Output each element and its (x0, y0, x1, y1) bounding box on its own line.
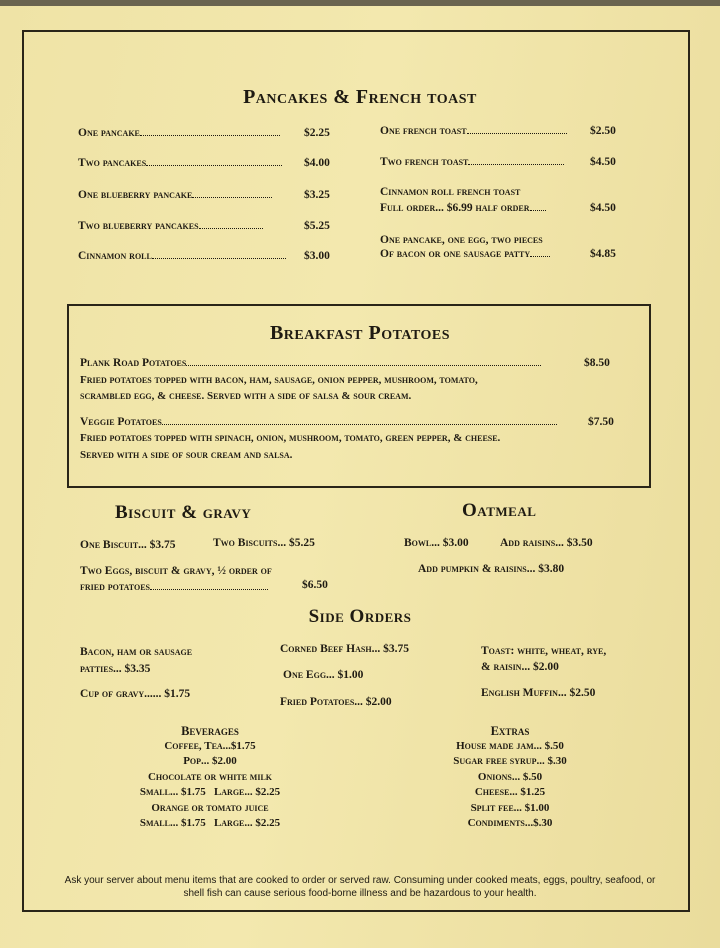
menu-price: $4.50 (590, 156, 616, 168)
list-item: Chocolate or white milk (147, 771, 273, 783)
list-item: Orange or tomato juice (151, 802, 269, 814)
menu-description: Fried potatoes topped with bacon, ham, sausage, onion pepper, mushroom, tomato, (80, 374, 478, 386)
potatoes-heading: Breakfast Potatoes (269, 322, 451, 344)
menu-item: Two blueberry pancakes (78, 220, 263, 232)
menu-item: Plank Road Potatoes (80, 357, 541, 369)
list-item: Small... $1.75 Large... $2.25 (139, 786, 281, 798)
menu-item: One pancake (78, 127, 280, 139)
menu-price: $4.85 (590, 248, 616, 260)
menu-item: Full order... $6.99 half order (380, 202, 546, 214)
menu-price: $8.50 (584, 357, 610, 369)
menu-item: Two Biscuits... $5.25 (213, 537, 315, 549)
menu-item-title: Cinnamon roll french toast (380, 186, 521, 198)
beverages-heading: Beverages (181, 724, 239, 738)
menu-item-title: Two Eggs, biscuit & gravy, ½ order of (80, 565, 272, 577)
menu-item: Cup of gravy...... $1.75 (80, 688, 191, 700)
menu-price: $5.25 (304, 220, 330, 232)
menu-item: Two pancakes (78, 157, 282, 169)
menu-item: Fried Potatoes... $2.00 (280, 696, 392, 708)
menu-item: English Muffin... $2.50 (481, 687, 596, 699)
menu-description: Served with a side of sour cream and salsa. (80, 449, 293, 461)
menu-item: Bowl... $3.00 (404, 537, 469, 549)
menu-price: $4.50 (590, 202, 616, 214)
side-orders-heading: Side Orders (308, 606, 412, 627)
pancakes-heading: Pancakes & French toast (243, 86, 477, 108)
menu-description: scrambled egg, & cheese. Served with a side of salsa & sour cream. (80, 390, 412, 402)
list-item: Sugar free syrup... $.30 (453, 755, 567, 767)
menu-item: Two french toast (380, 156, 564, 168)
list-item: House made jam... $.50 (456, 740, 564, 752)
food-safety-disclaimer: Ask your server about menu items that are cooked to order or served raw. Consuming under cooked meats, eggs, poultry, seafood, or shell fish can cause serious food-borne illness and be hazardous to your health. (64, 875, 656, 899)
menu-item: fried potatoes (80, 581, 268, 593)
menu-description: Fried potatoes topped with spinach, onion, mushroom, tomato, green pepper, & cheese. (80, 432, 501, 444)
menu-item-title: One pancake, one egg, two pieces (380, 234, 543, 246)
oatmeal-heading: Oatmeal (462, 500, 537, 521)
menu-item: One french toast (380, 125, 567, 137)
list-item: Pop... $2.00 (183, 755, 237, 767)
menu-price: $6.50 (302, 579, 328, 591)
menu-item: One Egg... $1.00 (283, 669, 364, 681)
extras-heading: Extras (490, 724, 530, 738)
biscuit-heading: Biscuit & gravy (115, 502, 252, 523)
menu-item: & raisin... $2.00 (481, 661, 559, 673)
menu-item: Veggie Potatoes (80, 416, 557, 428)
menu-item: One Biscuit... $3.75 (80, 539, 176, 551)
menu-price: $2.25 (304, 127, 330, 139)
menu-price: $3.00 (304, 250, 330, 262)
list-item: Small... $1.75 Large... $2.25 (139, 817, 281, 829)
list-item: Split fee... $1.00 (470, 802, 550, 814)
list-item: Condiments...$.30 (467, 817, 553, 829)
menu-price: $3.25 (304, 189, 330, 201)
menu-item: Corned Beef Hash... $3.75 (280, 643, 409, 655)
menu-price: $2.50 (590, 125, 616, 137)
menu-price: $7.50 (588, 416, 614, 428)
menu-item: Add pumpkin & raisins... $3.80 (418, 563, 565, 575)
menu-price: $4.00 (304, 157, 330, 169)
menu-item: Add raisins... $3.50 (500, 537, 593, 549)
menu-item: patties... $3.35 (80, 663, 151, 675)
menu-item-title: Bacon, ham or sausage (80, 646, 193, 658)
menu-item-title: Toast: white, wheat, rye, (481, 645, 607, 657)
list-item: Onions... $.50 (477, 771, 543, 783)
menu-item: One blueberry pancake (78, 189, 272, 201)
menu-item: Cinnamon roll (78, 250, 286, 262)
menu-item: Of bacon or one sausage patty (380, 248, 550, 260)
list-item: Coffee, Tea...$1.75 (164, 740, 256, 752)
list-item: Cheese... $1.25 (474, 786, 546, 798)
page-edge (0, 0, 720, 6)
